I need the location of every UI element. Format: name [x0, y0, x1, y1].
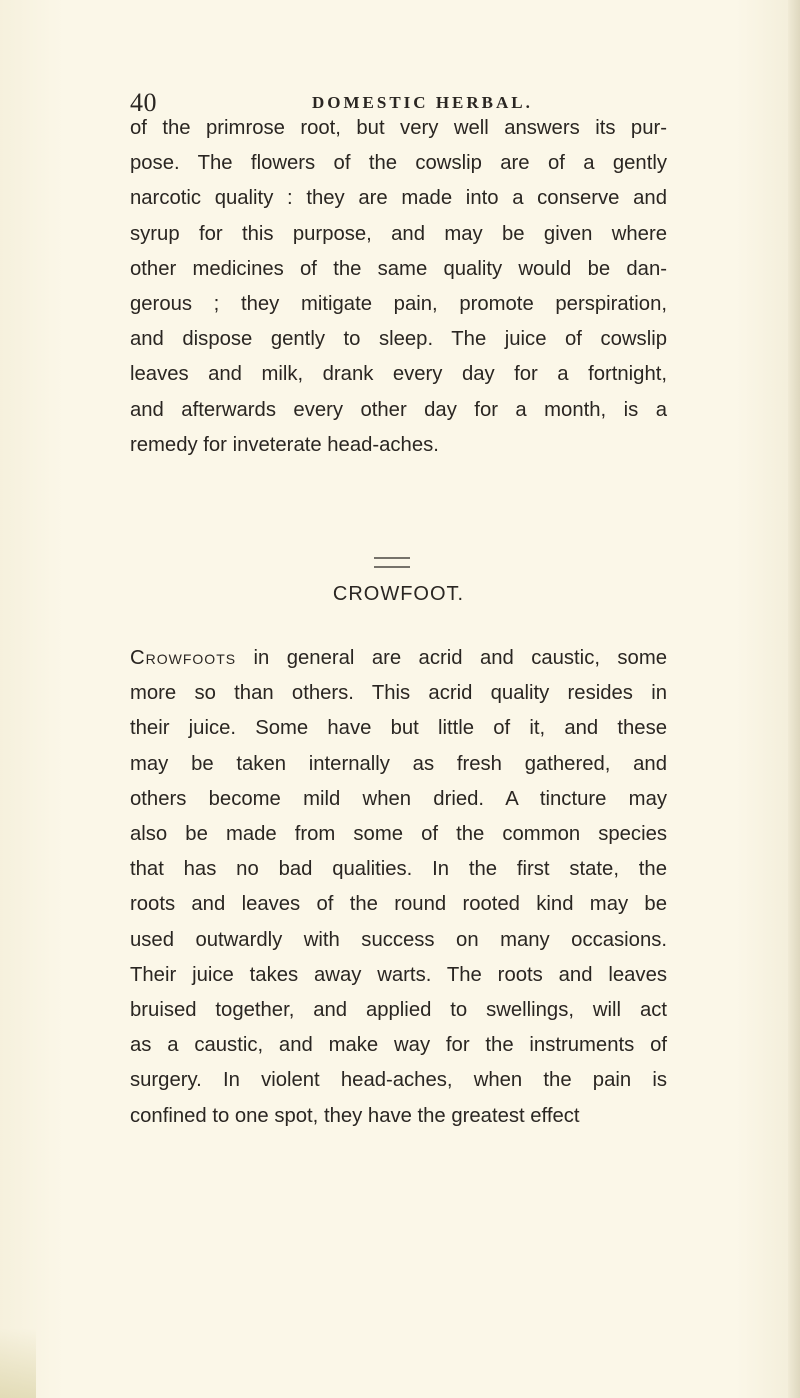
- text-line: surgery. In violent head-aches, when the pain is: [130, 1069, 667, 1092]
- paragraph-primrose: [130, 111, 667, 463]
- section-title: CROWFOOT.: [332, 583, 465, 605]
- page-edge-shadow: [788, 0, 800, 1398]
- text-line: of the primrose root, but very well answers its pur-: [130, 117, 667, 139]
- lead-word: Crowfoots: [130, 647, 237, 669]
- text-line: [130, 641, 667, 676]
- text-line: bruised together, and applied to swellings, will act: [130, 999, 667, 1022]
- text-line: Their juice takes away warts. The roots and leaves: [130, 963, 667, 986]
- text-line: that has no bad qualities. In the first state, the: [130, 858, 667, 881]
- text-line: others become mild when dried. A tincture may: [130, 787, 667, 810]
- text-line: pose. The flowers of the cowslip are of a gently: [130, 152, 667, 175]
- text-line: syrup for this purpose, and may be given where: [130, 222, 667, 245]
- page-stain: [0, 1328, 36, 1398]
- text-line: leaves and milk, drank every day for a fortnight,: [130, 363, 667, 386]
- text-line: and afterwards every other day for a month, is a: [130, 398, 667, 421]
- text-line: may be taken internally as fresh gathered, and: [130, 752, 667, 775]
- text-line: also be made from some of the common species: [130, 823, 667, 846]
- text-line: gerous ; they mitigate pain, promote perspiration,: [130, 293, 667, 316]
- text-line: their juice. Some have but little of it, and these: [130, 717, 667, 740]
- section-divider: [374, 557, 410, 568]
- text-line: confined to one spot, they have the greatest effect: [130, 1104, 580, 1127]
- text-line: as a caustic, and make way for the instruments of: [130, 1034, 667, 1057]
- text-line-rest: in general are acrid and caustic, some: [236, 647, 667, 669]
- text-line: more so than others. This acrid quality resides in: [130, 682, 667, 705]
- text-line: used outwardly with success on many occasions.: [130, 928, 667, 951]
- text-line: remedy for inveterate head-aches.: [130, 433, 439, 456]
- paragraph-crowfoot: [130, 641, 667, 1134]
- text-line: narcotic quality : they are made into a conserve and: [130, 187, 667, 210]
- running-title: DOMESTIC HERBAL.: [312, 93, 533, 112]
- page-number: 40: [130, 88, 157, 117]
- text-line: other medicines of the same quality would be dan-: [130, 257, 667, 280]
- text-line: roots and leaves of the round rooted kind may be: [130, 893, 667, 916]
- text-line: and dispose gently to sleep. The juice of cowslip: [130, 328, 667, 351]
